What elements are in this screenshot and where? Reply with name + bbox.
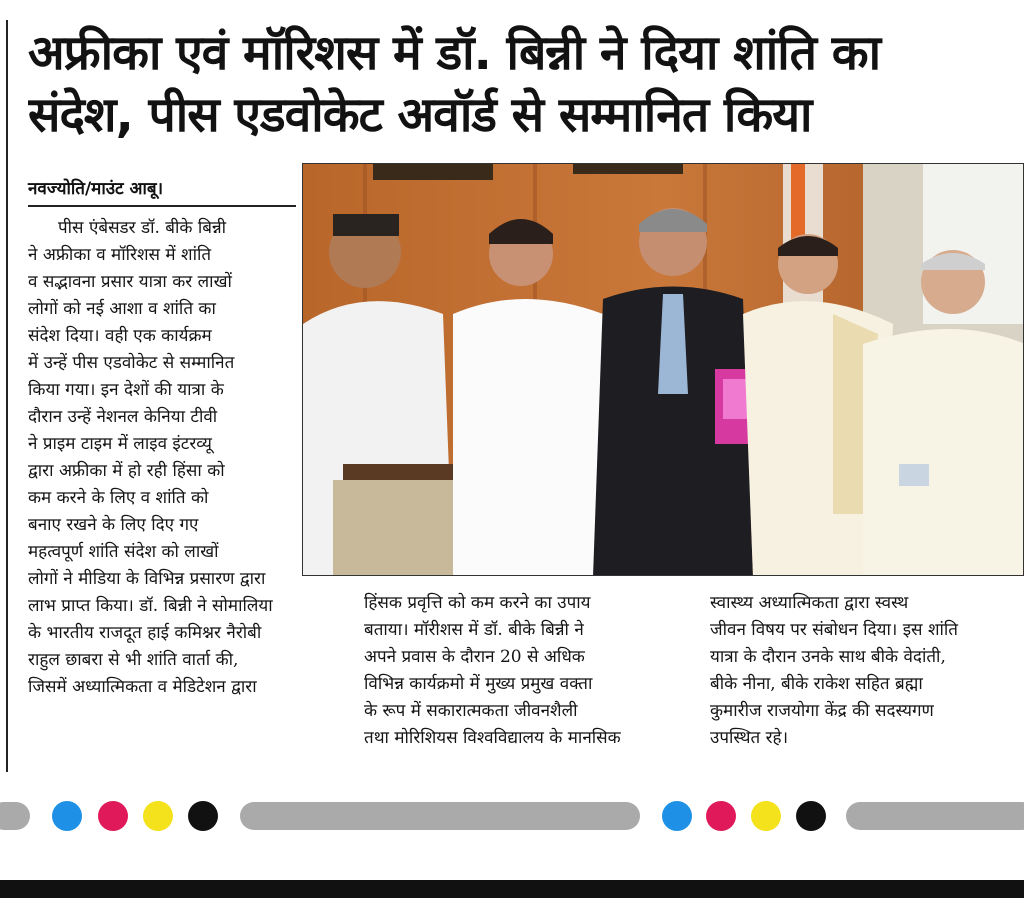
print-dot-magenta (706, 801, 736, 831)
article-column-2 (364, 590, 688, 752)
print-dot-cyan (662, 801, 692, 831)
text-line: कुमारीज राजयोगा केंद्र की सदस्यगण (710, 701, 934, 721)
text-line: बताया। मॉरीशस में डॉ. बीके बिन्नी ने (364, 620, 584, 640)
print-dot-cyan (52, 801, 82, 831)
text-line: दौरान उन्हें नेशनल केनिया टीवी (28, 407, 218, 427)
text-line: उपस्थित रहे। (710, 728, 789, 748)
print-dot-black (796, 801, 826, 831)
print-register-bar (846, 802, 1024, 830)
text-line: बनाए रखने के लिए दिए गए (28, 515, 199, 535)
text-line: जीवन विषय पर संबोधन दिया। इस शांति (710, 620, 958, 640)
headline-line-2: संदेश, पीस एडवोकेट अवॉर्ड से सम्मानित किया (28, 87, 812, 143)
print-dot-yellow (143, 801, 173, 831)
print-dot-magenta (98, 801, 128, 831)
headline (28, 22, 1024, 146)
text-line: पीस एंबेसडर डॉ. बीके बिन्नी (58, 218, 227, 238)
text-line: संदेश दिया। वही एक कार्यक्रम (28, 326, 212, 346)
headline-line-1: अफ्रीका एवं मॉरिशस में डॉ. बिन्नी ने दिया शांति का (28, 25, 881, 81)
text-line: स्वास्थ्य अध्यात्मिकता द्वारा स्वस्थ (710, 593, 909, 613)
text-line: हिंसक प्रवृत्ति को कम करने का उपाय (364, 593, 591, 613)
print-register-bar (0, 802, 30, 830)
text-line: तथा मोरिशियस विश्वविद्यालय के मानसिक (364, 728, 621, 748)
text-line: ने प्राइम टाइम में लाइव इंटरव्यू (28, 434, 212, 454)
text-line: बीके नीना, बीके राकेश सहित ब्रह्मा (710, 674, 923, 694)
text-line: द्वारा अफ्रीका में हो रही हिंसा को (28, 461, 225, 481)
text-line: लोगों ने मीडिया के विभिन्न प्रसारण द्वारा (28, 569, 266, 589)
article-column-1 (28, 215, 296, 701)
bottom-band (0, 880, 1024, 898)
text-line: में उन्हें पीस एडवोकेट से सम्मानित (28, 353, 235, 373)
text-line: अपने प्रवास के दौरान 20 से अधिक (364, 647, 585, 667)
text-line: महत्वपूर्ण शांति संदेश को लाखों (28, 542, 219, 562)
text-line: कम करने के लिए व शांति को (28, 488, 209, 508)
text-line: किया गया। इन देशों की यात्रा के (28, 380, 224, 400)
print-dot-yellow (751, 801, 781, 831)
text-line: व सद्भावना प्रसार यात्रा कर लाखों (28, 272, 232, 292)
dateline: नवज्योति/माउंट आबू। (28, 179, 164, 199)
text-line: के भारतीय राजदूत हाई कमिश्नर नैरोबी (28, 623, 262, 643)
article-column-3 (710, 590, 1024, 752)
column-rule (6, 20, 8, 772)
print-register-bar (240, 802, 640, 830)
text-line: राहुल छाबरा से भी शांति वार्ता की, (28, 650, 239, 670)
text-line: लाभ प्राप्त किया। डॉ. बिन्नी ने सोमालिया (28, 596, 273, 616)
news-photo (302, 163, 1024, 576)
text-line: लोगों को नई आशा व शांति का (28, 299, 216, 319)
print-dot-black (188, 801, 218, 831)
dateline-rule (28, 205, 296, 207)
text-line: के रूप में सकारात्मकता जीवनशैली (364, 701, 578, 721)
text-line: ने अफ्रीका व मॉरिशस में शांति (28, 245, 212, 265)
text-line: जिसमें अध्यात्मिकता व मेडिटेशन द्वारा (28, 677, 257, 697)
text-line: यात्रा के दौरान उनके साथ बीके वेदांती, (710, 647, 946, 667)
text-line: विभिन्न कार्यक्रमो में मुख्य प्रमुख वक्ता (364, 674, 593, 694)
